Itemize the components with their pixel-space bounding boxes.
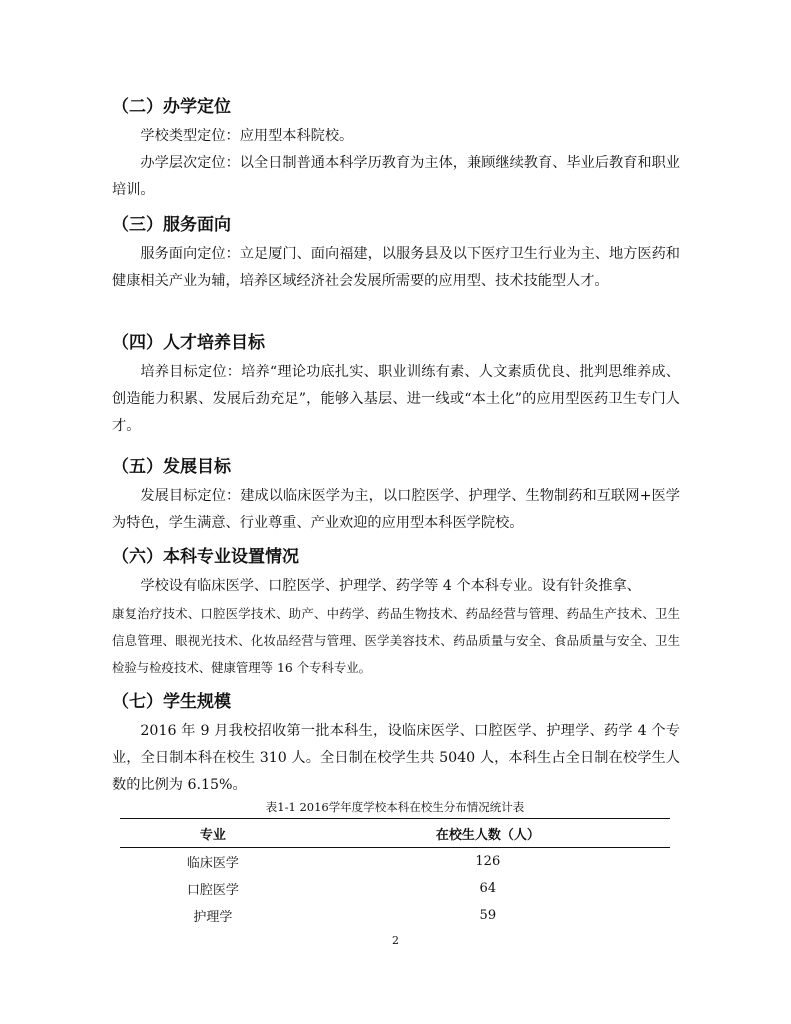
table-row bbox=[120, 902, 670, 929]
section-heading: （二）办学定位 bbox=[112, 97, 231, 117]
table-row bbox=[120, 848, 670, 876]
enrollment-table-block bbox=[120, 798, 670, 929]
section-heading: （六）本科专业设置情况 bbox=[112, 547, 299, 567]
column-header-count: 在校生人数（人） bbox=[306, 819, 670, 848]
section-talent-goal bbox=[112, 331, 680, 440]
table-header-row bbox=[120, 819, 670, 848]
paragraph: 培养目标定位：培养“理论功底扎实、职业训练有素、人文素质优良、批判思维养成、创造能力积累、发展后劲充足”，能够入基层、进一线或“本土化”的应用型医药卫生专门人才。 bbox=[112, 364, 680, 434]
cell-count: 59 bbox=[479, 908, 497, 923]
enrollment-table bbox=[120, 818, 670, 929]
paragraph: 办学层次定位：以全日制普通本科学历教育为主体，兼顾继续教育、毕业后教育和职业培训。 bbox=[112, 155, 680, 198]
section-student-scale bbox=[112, 690, 680, 799]
section-school-positioning bbox=[112, 95, 680, 204]
table-row bbox=[120, 875, 670, 902]
section-heading: （五）发展目标 bbox=[112, 457, 231, 477]
page-number: 2 bbox=[392, 934, 399, 947]
paragraph: 发展目标定位：建成以临床医学为主，以口腔医学、护理学、生物制药和互联网+医学为特色，学生满意、行业尊重、产业欢迎的应用型本科医学院校。 bbox=[112, 488, 680, 531]
paragraph: 康复治疗技术、口腔医学技术、助产、中药学、药品生物技术、药品经营与管理、药品生产技术、卫生信息管理、眼视光技术、化妆品经营与管理、医学美容技术、药品质量与安全、食品质量与安全、卫生检验与检疫技术、健康管理等 16 个专科专业。 bbox=[112, 606, 680, 675]
paragraph: 学校类型定位：应用型本科院校。 bbox=[140, 128, 354, 144]
table-caption: 表1-1 2016学年度学校本科在校生分布情况统计表 bbox=[265, 800, 525, 814]
paragraph: 2016 年 9 月我校招收第一批本科生，设临床医学、口腔医学、护理学、药学 4 个专业，全日制本科在校生 310 人。全日制在校学生共 5040 人，本科生占全日制在校学生人数的比例为 6.15%。 bbox=[112, 723, 680, 793]
paragraph: 服务面向定位：立足厦门、面向福建，以服务县及以下医疗卫生行业为主、地方医药和健康相关产业为辅，培养区域经济社会发展所需要的应用型、技术技能型人才。 bbox=[112, 246, 680, 289]
paragraph: 学校设有临床医学、口腔医学、护理学、药学等 4 个本科专业。设有针灸推拿、 bbox=[140, 578, 641, 594]
cell-count: 64 bbox=[479, 881, 497, 896]
section-heading: （七）学生规模 bbox=[112, 692, 231, 712]
column-header-major: 专业 bbox=[120, 819, 306, 848]
cell-major: 口腔医学 bbox=[186, 883, 239, 898]
section-service-orientation bbox=[112, 213, 680, 295]
section-heading: （四）人才培养目标 bbox=[112, 333, 265, 353]
cell-major: 临床医学 bbox=[186, 856, 239, 871]
cell-count: 126 bbox=[475, 854, 501, 869]
section-development-goal bbox=[112, 455, 680, 537]
cell-major: 护理学 bbox=[193, 910, 233, 925]
section-majors bbox=[112, 545, 680, 681]
section-heading: （三）服务面向 bbox=[112, 215, 231, 235]
